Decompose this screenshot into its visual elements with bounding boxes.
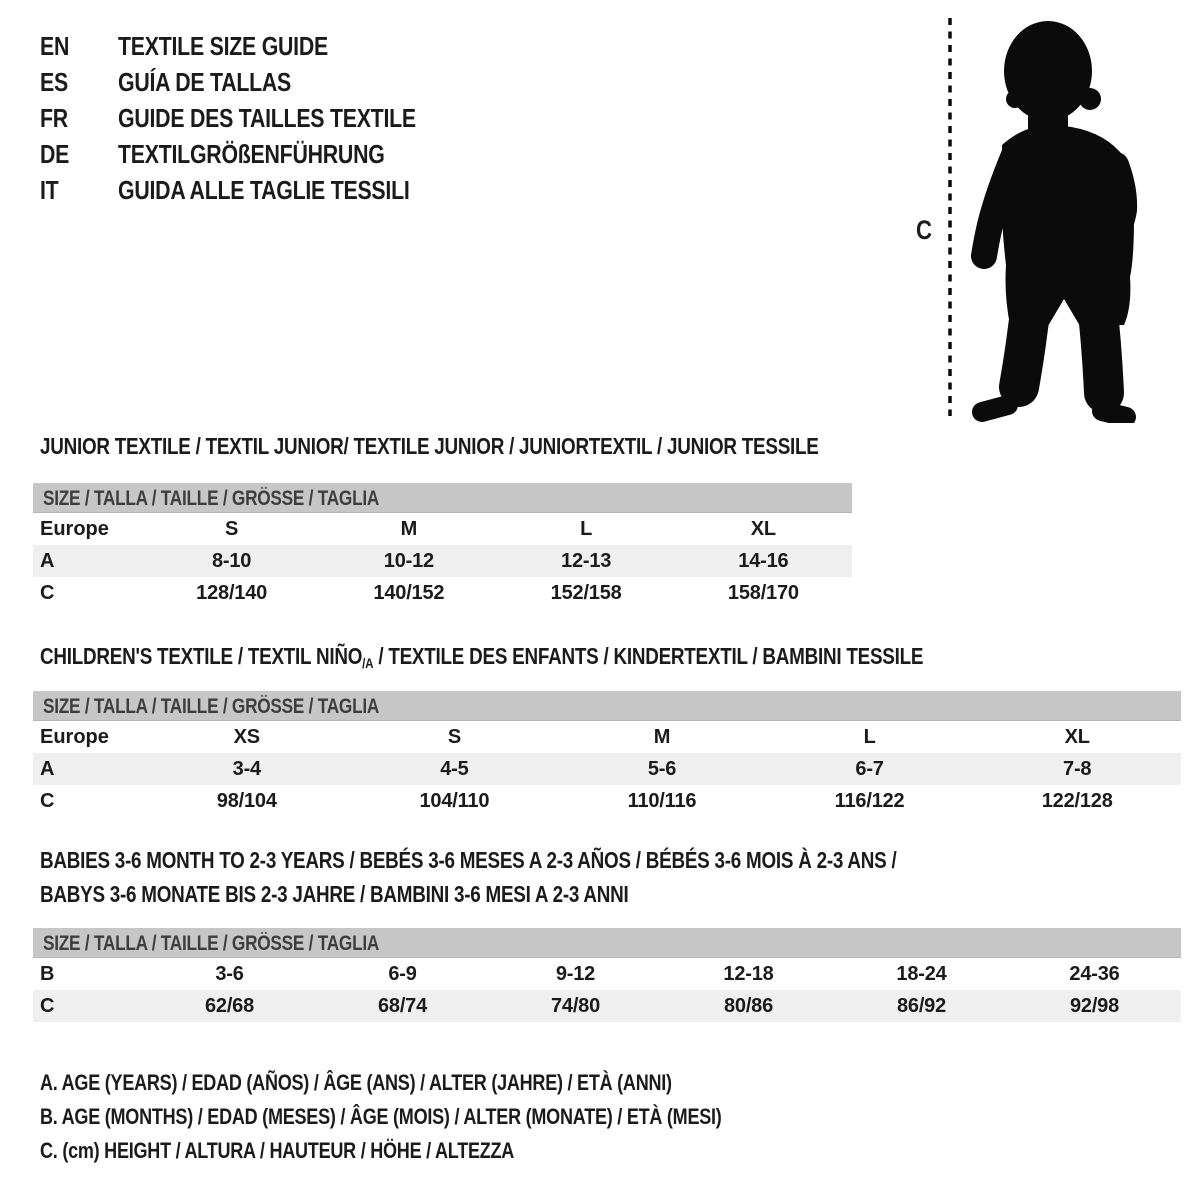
size-cell: 12-13 bbox=[561, 549, 612, 572]
size-cell: 104/110 bbox=[419, 789, 490, 812]
size-cell: 158/170 bbox=[727, 581, 799, 604]
children-size-table bbox=[33, 691, 1181, 817]
table-row-a bbox=[33, 753, 1181, 785]
size-cell: S bbox=[447, 725, 461, 748]
guide-title-es: GUÍA DE TALLAS bbox=[118, 67, 292, 97]
size-cell: L bbox=[863, 725, 876, 748]
size-cell: 98/104 bbox=[216, 789, 277, 812]
lang-row-es bbox=[40, 64, 481, 100]
row-label: B bbox=[40, 962, 55, 985]
size-cell: 122/128 bbox=[1041, 789, 1113, 812]
size-cell: 110/116 bbox=[627, 789, 697, 812]
row-label: Europe bbox=[40, 725, 109, 748]
section-title-text: JUNIOR TEXTILE / TEXTIL JUNIOR/ TEXTILE JUNIOR / JUNIORTEXTIL / JUNIOR TESSILE bbox=[40, 433, 819, 459]
size-cell: 6-9 bbox=[388, 962, 417, 985]
table-row-c bbox=[33, 990, 1181, 1022]
size-cell: 12-18 bbox=[723, 962, 774, 985]
size-cell: XL bbox=[750, 517, 776, 540]
section-title-babies-line2: BABYS 3-6 MONATE BIS 2-3 JAHRE / BAMBINI 3-6 MESI A 2-3 ANNI bbox=[40, 881, 629, 907]
lang-code: ES bbox=[40, 67, 68, 97]
toddler-body bbox=[984, 21, 1134, 325]
size-cell: 14-16 bbox=[738, 549, 789, 572]
size-cell: 62/68 bbox=[204, 994, 255, 1017]
size-cell: 140/152 bbox=[373, 581, 445, 604]
size-cell: 3-4 bbox=[232, 757, 261, 780]
size-table-header-text: SIZE / TALLA / TAILLE / GRÖSSE / TAGLIA bbox=[43, 695, 380, 718]
size-cell: 116/122 bbox=[834, 789, 905, 812]
section-title-children: CHILDREN'S TEXTILE / TEXTIL $NIÑO_{/A}$ / TEXTILE DES ENFANTS / KINDERTEXTIL / BAMBINI TESSILE bbox=[40, 643, 924, 672]
row-label: A bbox=[40, 757, 55, 780]
table-row-c bbox=[33, 577, 852, 609]
lang-code: IT bbox=[40, 175, 59, 205]
legend-line-b: B. AGE (MONTHS) / EDAD (MESES) / ÂGE (MOIS) / ALTER (MONATE) / ETÀ (MESI) bbox=[40, 1104, 722, 1129]
lang-row-en bbox=[40, 28, 481, 64]
babies-size-table bbox=[33, 928, 1181, 1022]
height-measure-label: C bbox=[916, 215, 932, 245]
size-cell: 80/86 bbox=[723, 994, 774, 1017]
section-title-babies-line1 bbox=[40, 846, 1085, 874]
size-cell: XS bbox=[233, 725, 260, 748]
size-cell: 152/158 bbox=[550, 581, 622, 604]
size-cell: M bbox=[653, 725, 671, 748]
table-row-europe bbox=[33, 721, 1181, 753]
size-cell: L bbox=[580, 517, 593, 540]
row-label: C bbox=[40, 789, 55, 812]
guide-title-it: GUIDA ALLE TAGLIE TESSILI bbox=[118, 175, 410, 205]
legend-line-a: A. AGE (YEARS) / EDAD (AÑOS) / ÂGE (ANS) / ALTER (JAHRE) / ETÀ (ANNI) bbox=[40, 1070, 672, 1095]
table-row-a bbox=[33, 545, 852, 577]
junior-size-table bbox=[33, 483, 852, 609]
size-cell: 24-36 bbox=[1069, 962, 1120, 985]
size-cell: 18-24 bbox=[896, 962, 947, 985]
size-cell: 7-8 bbox=[1063, 757, 1092, 780]
size-table-header-text: SIZE / TALLA / TAILLE / GRÖSSE / TAGLIA bbox=[43, 932, 380, 955]
size-cell: 128/140 bbox=[196, 581, 268, 604]
lang-row-fr bbox=[40, 100, 481, 136]
size-cell: 6-7 bbox=[855, 757, 884, 780]
size-table-header-bar bbox=[33, 928, 1181, 958]
size-cell: S bbox=[225, 517, 239, 540]
size-cell: 8-10 bbox=[212, 549, 252, 572]
row-label: Europe bbox=[40, 517, 109, 540]
lang-row-de bbox=[40, 136, 481, 172]
size-cell: 10-12 bbox=[383, 549, 434, 572]
lang-code: EN bbox=[40, 31, 70, 61]
table-row-europe bbox=[33, 513, 852, 545]
lang-row-it bbox=[40, 172, 481, 208]
size-cell: M bbox=[400, 517, 418, 540]
table-row-b bbox=[33, 958, 1181, 990]
size-table-header-bar bbox=[33, 691, 1181, 721]
size-table-header-bar bbox=[33, 483, 852, 513]
size-cell: 68/74 bbox=[377, 994, 428, 1017]
row-label: C bbox=[40, 581, 55, 604]
language-title-block bbox=[40, 28, 481, 208]
size-cell: 86/92 bbox=[896, 994, 947, 1017]
row-label: A bbox=[40, 549, 55, 572]
legend-line-c: C. (cm) HEIGHT / ALTURA / HAUTEUR / HÖHE / ALTEZZA bbox=[40, 1138, 515, 1163]
size-table-header-text: SIZE / TALLA / TAILLE / GRÖSSE / TAGLIA bbox=[43, 487, 380, 510]
guide-title-en: TEXTILE SIZE GUIDE bbox=[118, 31, 328, 61]
section-title-text: BABIES 3-6 MONTH TO 2-3 YEARS / BEBÉS 3-6 MESES A 2-3 AÑOS / BÉBÉS 3-6 MOIS À 2-3 ANS / bbox=[40, 847, 897, 873]
guide-title-de: TEXTILGRÖßENFÜHRUNG bbox=[118, 139, 385, 169]
size-cell: 9-12 bbox=[555, 962, 596, 985]
toddler-silhouette bbox=[930, 13, 1160, 423]
section-title-junior bbox=[40, 432, 990, 468]
height-figure bbox=[930, 13, 1160, 423]
section-title-text: CHILDREN'S TEXTILE / TEXTIL NIÑO bbox=[40, 643, 363, 669]
size-cell: 4-5 bbox=[440, 757, 469, 780]
lang-code: DE bbox=[40, 139, 70, 169]
size-cell: 92/98 bbox=[1069, 994, 1120, 1017]
size-cell: XL bbox=[1064, 725, 1090, 748]
size-cell: 5-6 bbox=[647, 757, 677, 780]
size-cell: 74/80 bbox=[550, 994, 601, 1017]
table-row-c bbox=[33, 785, 1181, 817]
measurement-legend bbox=[40, 1066, 871, 1168]
row-label: C bbox=[40, 994, 55, 1017]
guide-title-fr: GUIDE DES TAILLES TEXTILE bbox=[118, 103, 416, 133]
size-cell: 3-6 bbox=[215, 962, 244, 985]
lang-code: FR bbox=[40, 103, 68, 133]
